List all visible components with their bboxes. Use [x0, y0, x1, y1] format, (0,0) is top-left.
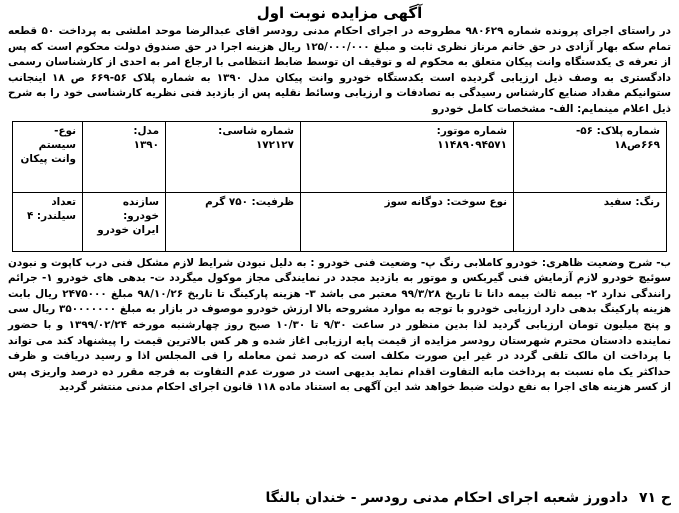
type-cell: [13, 121, 83, 192]
color-label: رنگ:: [635, 195, 660, 208]
chassis-label: شماره شاسی:: [218, 124, 294, 137]
chassis-value: ۱۷۲۱۲۷: [255, 138, 294, 151]
cylinder-label: تعداد: [51, 195, 76, 208]
type-value: وانت پیکان: [20, 152, 76, 165]
notice-title: آگهی مزایده نوبت اول: [256, 4, 423, 22]
model-value: ۱۳۹۰: [133, 138, 159, 151]
signature-line: [8, 489, 671, 507]
fuel-value: دوگانه سوز: [384, 195, 443, 208]
model-cell: [83, 121, 166, 192]
maker-value: ایران خودرو: [97, 223, 159, 236]
vehicle-spec-table: [12, 121, 667, 252]
signature-text: دادورز شعبه اجرای احکام مدنی رودسر - خندان بالنگا: [265, 490, 629, 506]
plate-value: ۶۶۹ص۱۸: [614, 138, 660, 151]
maker-label: سازنده خودرو:: [122, 195, 159, 222]
capacity-cell: [166, 192, 301, 251]
intro-paragraph: در راستای اجرای پرونده شماره ۹۸۰۶۲۹ مطروحه در اجرای احکام مدنی رودسر اقای عبدالرضا موحد املشی به پرداخت ۵۰ قطعه تمام سکه بهار آزادی در حق خانم مرناز نظری ثابت و مبلغ ۱۲۵/۰۰۰/۰۰۰ ریال هزینه اجرا در حق صندوق دولت محکوم است که پس از تعرفه ی یکدستگاه وانت پیکان متعلق به محکوم له و توقیف ان توسط ضابط انتظامی با ارجاع امر به احدی از کارشناسان رسمی دادگستری به وصف ذیل ارزیابی گردیده است یکدستگاه خودرو وانت پیکان مدل ۱۳۹۰ به شماره پلاک ۵۶-۶۶۹ ص ۱۸ اینجانب ستوانیکم مقداد صنایع کارشناس رسیدگی به تصادفات و ارزیابی وسائط نقلیه پس از بازدید فنی نظریه کارشناسی خود را به شرح ذیل اعلام مینمایم: الف- مشخصات کامل خودرو: [8, 25, 672, 115]
type-label: نوع-سیستم: [38, 124, 76, 151]
engine-cell: [301, 121, 514, 192]
body-paragraph: ب- شرح وضعیت ظاهری: خودرو کاملابی رنگ پ- وضعیت فنی خودرو : به دلیل نبودن شرایط لازم مشکل فنی درب کاپوت و نبودن سوئیچ خودرو لازم آزمایش فنی گیربکس و موتور به بازدید مجدد در نمایندگی مجاز موکول میگردد ت- بدهی های خودرو ۱- جرائم رانندگی ندارد ۲- بیمه ثالث بیمه دانا تا تاریخ ۹۹/۳/۲۸ معتبر می باشد ۳- هزینه پارکینگ تا تاریخ ۹۸/۱۰/۲۶ مبلغ ۲۴۷۵۰۰۰ ریال بابت هزینه پارکینگ بدهی دارد ارزیابی خودرو با توجه به موارد مشروحه بالا ارزش خودرو موصوف در بازار به مبلغ ۳۵۰۰۰۰۰۰۰ ریال سی و پنج میلیون تومان ارزیابی گردید لذا بدین منظور در ساعت ۹/۳۰ تا ۱۰/۳۰ صبح روز چهارشنبه مورخه ۱۳۹۹/۰۲/۲۴ و با حضور نماینده دادستان محترم شهرستان رودسر مزایده از قیمت پایه ارزیابی اغاز شده و هر کس بالاترین قیمت را پیشنهاد کند می تواند با پرداخت ان مالک تلقی گردد در غیر این صورت مکلف است که درصد ثمن معامله را فی المجلس اذا و رسید دریافت و ظرف حداکثر یک ماه نسبت به پرداخت مابه التفاوت اقدام نماید بدیهی است در صورت عدم التفاوت به فرجه مقرر ده درصد واریزی پس از کسر هزینه های اجرا به نفع دولت ضبط خواهد شد این آگهی به استناد ماده ۱۱۸ قانون اجرای احکام مدنی منتشر گردید: [8, 256, 672, 394]
color-value: سفید: [603, 195, 632, 208]
fuel-cell: [301, 192, 514, 251]
chassis-cell: [166, 121, 301, 192]
engine-value: ۱۱۴۸۹۰۹۴۵۷۱: [437, 138, 507, 151]
notice-code: ح ۷۱: [638, 490, 671, 506]
cylinder-value: سیلندر: ۴: [26, 209, 76, 222]
model-label: مدل:: [133, 124, 159, 137]
capacity-value: ۷۵۰ گرم: [205, 195, 248, 208]
plate-cell: [514, 121, 667, 192]
fuel-label: نوع سوخت:: [446, 195, 507, 208]
maker-cell: [83, 192, 166, 251]
cylinder-cell: [13, 192, 83, 251]
color-cell: [514, 192, 667, 251]
spec-row: [13, 121, 667, 192]
engine-label: شماره موتور:: [436, 124, 507, 137]
plate-label: شماره پلاک: ۵۶-: [575, 124, 660, 137]
capacity-label: ظرفیت:: [251, 195, 294, 208]
spec-row: [13, 192, 667, 251]
